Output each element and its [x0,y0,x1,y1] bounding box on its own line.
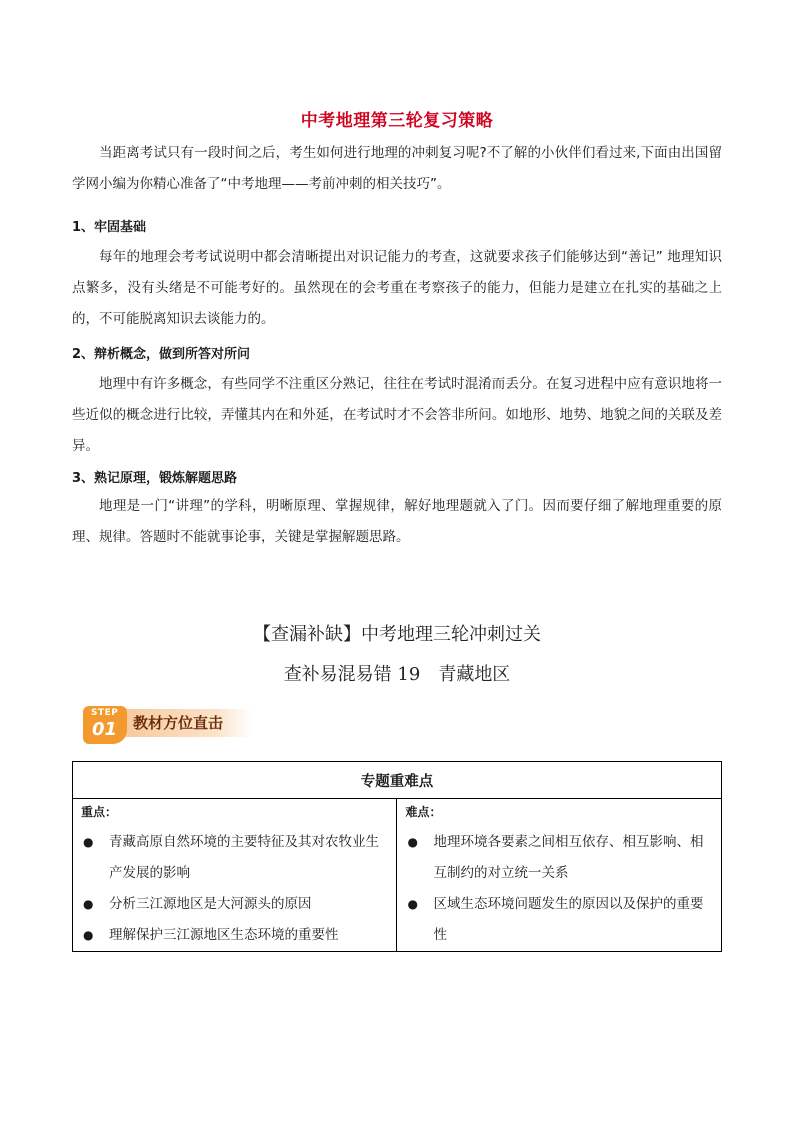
table-header-text: 专题重难点 [360,774,434,790]
difficult-point-item: ● 区域生态环境问题发生的原因以及保护的重要性 [405,889,713,951]
step-badge-icon [83,706,127,744]
section-body-1: 每年的地理会考考试说明中都会清晰提出对识记能力的考查，这就要求孩子们能够达到“善记” 地理知识点繁多，没有头绪是不可能考好的。虽然现在的会考重在考察孩子的能力，但能力是建立在扎实的基础之上的，不可能脱离知识去谈能力的。 [72,249,722,327]
page-title: 中考地理第三轮复习策略 [300,111,494,131]
step-banner [83,706,253,746]
key-point-item: ● 分析三江源地区是大河源头的原因 [81,889,388,920]
step-word: STEP [91,708,119,718]
section-body-3: 地理是一门“讲理”的学科，明晰原理、掌握规律，解好地理题就入了门。因而要仔细了解地理重要的原理、规律。答题时不能就事论事，关键是掌握解题思路。 [72,498,722,545]
key-point-item: ● 青藏高原自然环境的主要特征及其对农牧业生产发展的影响 [81,827,388,889]
part-subtitle: 查补易混易错 19 青藏地区 [283,664,511,685]
section-body-2: 地理中有许多概念，有些同学不注重区分熟记，往往在考试时混淆而丢分。在复习进程中应有意识地将一些近似的概念进行比较，弄懂其内在和外延，在考试时才不会答非所问。如地形、地势、地貌之间的关联及差异。 [72,376,722,454]
part-title: 【查漏补缺】中考地理三轮冲刺过关 [253,624,541,645]
section-heading-1: 1、牢固基础 [72,220,147,235]
section-heading-3: 3、熟记原理，锻炼解题思路 [72,471,238,486]
section-heading-2: 2、辩析概念，做到所答对所问 [72,347,251,362]
key-points-table [72,761,722,952]
key-points-list [73,827,396,951]
difficult-points-list [397,827,721,951]
key-points-cell [73,799,397,952]
intro-paragraph: 当距离考试只有一段时间之后，考生如何进行地理的冲刺复习呢?不了解的小伙伴们看过来,下面由出国留学网小编为你精心准备了“中考地理——考前冲刺的相关技巧”。 [72,145,722,192]
step-number: 01 [92,719,118,740]
table-header [73,762,722,799]
difficult-point-item: ● 地理环境各要素之间相互依存、相互影响、相互制约的对立统一关系 [405,827,713,889]
difficult-points-cell [397,799,722,952]
difficult-points-label: 难点： [405,805,442,819]
step-label: 教材方位直击 [133,714,224,732]
key-point-item: ● 理解保护三江源地区生态环境的重要性 [81,920,388,951]
key-points-label: 重点： [81,805,118,819]
